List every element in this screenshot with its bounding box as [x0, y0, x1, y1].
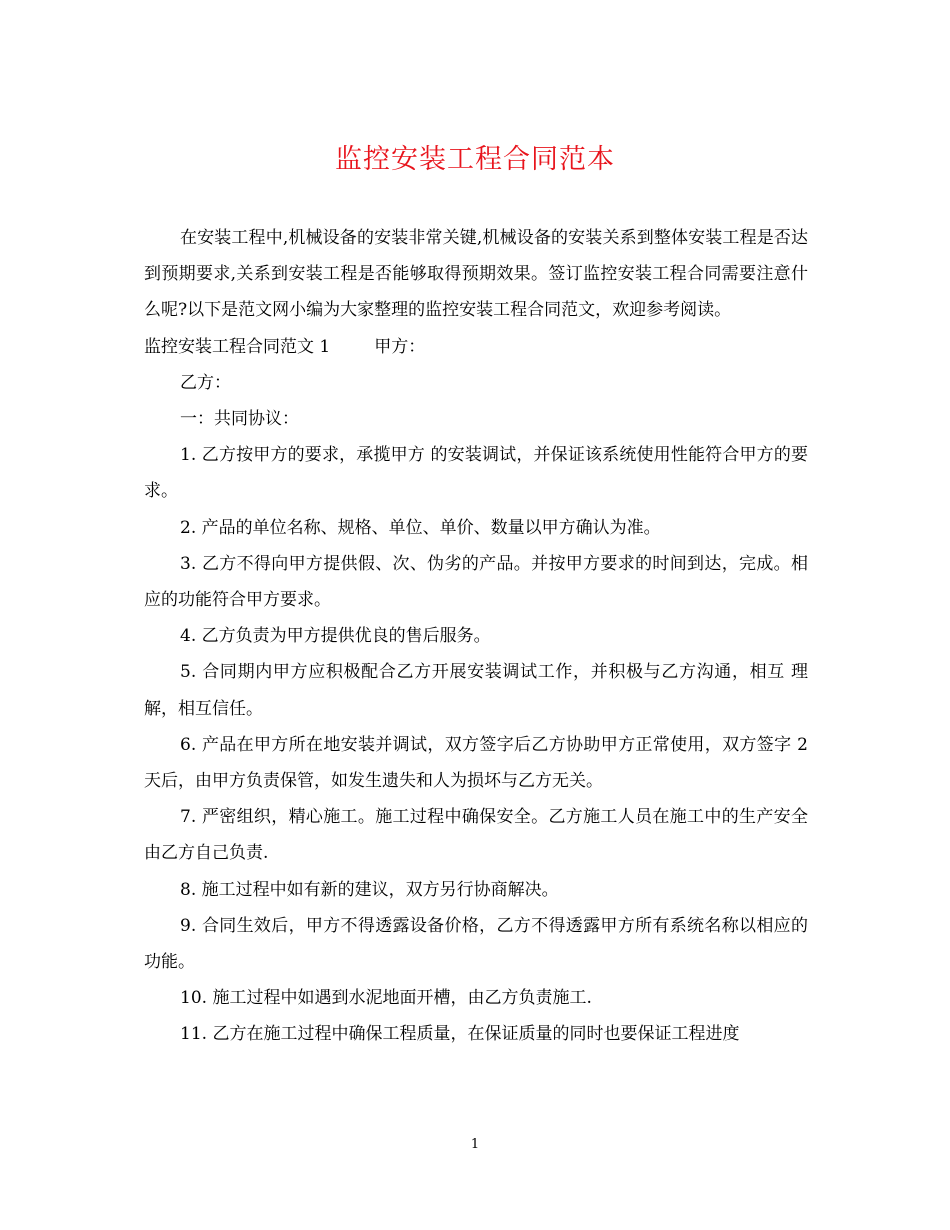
document-title: 监控安装工程合同范本: [335, 144, 615, 175]
clause-11: 11. 乙方在施工过程中确保工程质量，在保证质量的同时也要保证工程进度: [180, 1024, 740, 1045]
clause-7: 7. 严密组织，精心施工。施工过程中确保安全。乙方施工人员在施工中的生产安全由乙方自己负责.: [144, 807, 808, 864]
section-heading: 一：共同协议：: [180, 409, 299, 430]
clause-8: 8. 施工过程中如有新的建议，双方另行协商解决。: [180, 879, 559, 900]
clause-3: 3. 乙方不得向甲方提供假、次、伪劣的产品。并按甲方要求的时间到达，完成。相应的功能符合甲方要求。: [144, 553, 808, 611]
clause-5: 5. 合同期内甲方应积极配合乙方开展安装调试工作，并积极与乙方沟通，相互 理解，相互信任。: [144, 662, 808, 719]
document-body: [144, 220, 808, 1053]
party-b-label: 乙方：: [180, 372, 231, 393]
page-number: 1: [470, 1137, 480, 1152]
intro-paragraph: 在安装工程中,机械设备的安装非常关键,机械设备的安装关系到整体安装工程是否达到预期要求,关系到安装工程是否能够取得预期效果。签订监控安装工程合同需要注意什么呢?以下是范文网小编为大家整理的监控安装工程合同范文，欢迎参考阅读。: [144, 228, 808, 321]
party-a-label: 甲方：: [374, 336, 426, 357]
clause-1: 1. 乙方按甲方的要求，承揽甲方 的安装调试，并保证该系统使用性能符合甲方的要求。: [144, 445, 808, 502]
clause-4: 4. 乙方负责为甲方提供优良的售后服务。: [180, 626, 491, 647]
clause-2: 2. 产品的单位名称、规格、单位、单价、数量以甲方确认为准。: [180, 517, 661, 538]
sample-heading: 监控安装工程合同范文 1: [144, 336, 331, 357]
sample-heading-line: [144, 329, 808, 365]
clause-10: 10. 施工过程中如遇到水泥地面开槽，由乙方负责施工.: [180, 988, 592, 1009]
clause-6: 6. 产品在甲方所在地安装并调试，双方签字后乙方协助甲方正常使用，双方签字 2 天后，由甲方负责保管，如发生遗失和人为损坏与乙方无关。: [144, 734, 808, 792]
clause-9: 9. 合同生效后，甲方不得透露设备价格，乙方不得透露甲方所有系统名称以相应的功能。: [144, 915, 808, 973]
